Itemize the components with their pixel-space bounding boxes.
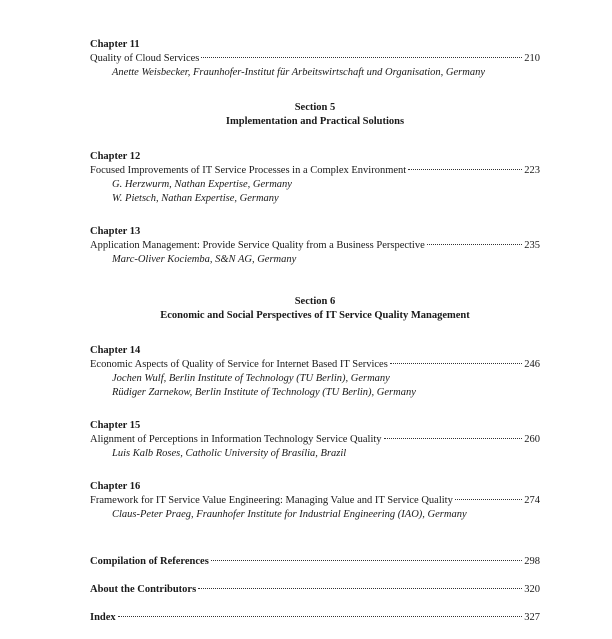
- section-title: Economic and Social Perspectives of IT Service Quality Management: [160, 310, 470, 321]
- chapter-title-line[interactable]: [90, 433, 540, 447]
- chapter-author: Luis Kalb Roses, Catholic University of Brasília, Brazil: [112, 448, 347, 459]
- chapter-label: Chapter 11: [90, 39, 140, 50]
- chapter-author: Claus-Peter Praeg, Fraunhofer Institute for Industrial Engineering (IAO), Germany: [112, 509, 467, 520]
- chapter-label: Chapter 15: [90, 420, 141, 431]
- chapter-author: G. Herzwurm, Nathan Expertise, Germany: [112, 179, 292, 190]
- page-number: 246: [524, 359, 540, 370]
- dot-leader: [198, 588, 522, 589]
- dot-leader: [118, 616, 523, 617]
- section-label: Section 5: [294, 102, 336, 113]
- chapter-label: Chapter 16: [90, 481, 141, 492]
- chapter-author: Rüdiger Zarnekow, Berlin Institute of Technology (TU Berlin), Germany: [112, 387, 416, 398]
- dot-leader: [455, 499, 522, 500]
- page-number: 298: [524, 556, 540, 567]
- chapter-author: W. Pietsch, Nathan Expertise, Germany: [112, 193, 279, 204]
- back-matter-title: About the Contributors: [90, 584, 197, 595]
- dot-leader: [211, 560, 522, 561]
- chapter-title: Alignment of Perceptions in Information Technology Service Quality: [90, 434, 382, 445]
- back-matter-entry[interactable]: [90, 583, 540, 597]
- chapter-label: Chapter 12: [90, 151, 141, 162]
- page-number: 223: [524, 165, 540, 176]
- chapter-title: Framework for IT Service Value Engineering: Managing Value and IT Service Quality: [90, 495, 453, 506]
- chapter-entry: [90, 225, 540, 267]
- table-of-contents: [90, 38, 540, 625]
- page-number: 235: [524, 240, 540, 251]
- page-number: 320: [524, 584, 540, 595]
- chapter-entry: [90, 344, 540, 400]
- chapter-label: Chapter 13: [90, 226, 141, 237]
- page-number: 327: [524, 612, 540, 623]
- page-number: 274: [524, 495, 540, 506]
- dot-leader: [427, 244, 522, 245]
- chapter-label: Chapter 14: [90, 345, 141, 356]
- chapter-title-line[interactable]: [90, 52, 540, 66]
- chapter-title: Application Management: Provide Service Quality from a Business Perspective: [90, 240, 425, 251]
- chapter-title: Quality of Cloud Services: [90, 53, 200, 64]
- section-title: Implementation and Practical Solutions: [225, 116, 405, 127]
- section-heading: [90, 101, 540, 129]
- dot-leader: [408, 169, 522, 170]
- dot-leader: [384, 438, 523, 439]
- back-matter-title: Compilation of References: [90, 556, 209, 567]
- back-matter-entry[interactable]: [90, 555, 540, 569]
- chapter-author: Jochen Wulf, Berlin Institute of Technology (TU Berlin), Germany: [112, 373, 390, 384]
- chapter-title: Focused Improvements of IT Service Processes in a Complex Environment: [90, 165, 407, 176]
- chapter-title: Economic Aspects of Quality of Service for Internet Based IT Services: [90, 359, 388, 370]
- back-matter-title: Index: [90, 612, 116, 623]
- chapter-author: Anette Weisbecker, Fraunhofer-Institut für Arbeitswirtschaft und Organisation, Germany: [112, 67, 485, 78]
- chapter-title-line[interactable]: [90, 239, 540, 253]
- chapter-entry: [90, 150, 540, 206]
- page-number: 210: [524, 53, 540, 64]
- chapter-title-line[interactable]: [90, 358, 540, 372]
- chapter-title-line[interactable]: [90, 164, 540, 178]
- chapter-entry: [90, 38, 540, 80]
- chapter-author: Marc-Oliver Kociemba, S&N AG, Germany: [112, 254, 297, 265]
- section-heading: [90, 295, 540, 323]
- back-matter-entry[interactable]: [90, 611, 540, 625]
- chapter-entry: [90, 419, 540, 461]
- dot-leader: [201, 57, 522, 58]
- dot-leader: [390, 363, 522, 364]
- section-label: Section 6: [294, 296, 336, 307]
- chapter-entry: [90, 480, 540, 522]
- chapter-title-line[interactable]: [90, 494, 540, 508]
- page-number: 260: [524, 434, 540, 445]
